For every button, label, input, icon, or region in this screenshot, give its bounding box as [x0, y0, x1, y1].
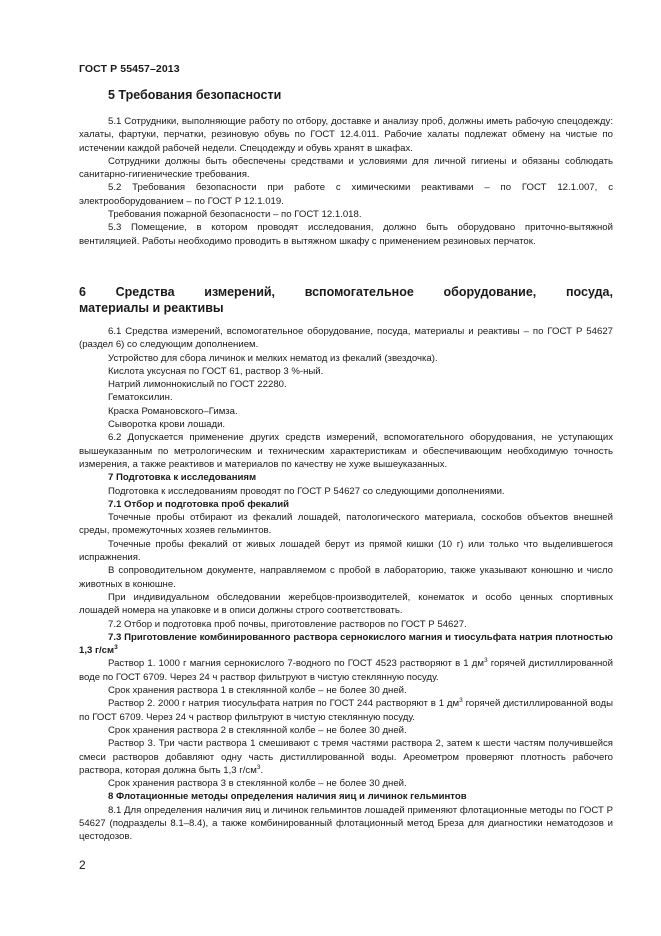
list-item: Кислота уксусная по ГОСТ 61, раствор 3 %-ный.	[108, 365, 324, 377]
paragraph-solution-1-storage: Срок хранения раствора 1 в стеклянной колбе – не более 30 дней.	[108, 685, 407, 697]
section-5-body	[79, 115, 613, 248]
paragraph-solution-3	[79, 737, 613, 777]
paragraph-5-2: 5.2 Требования безопасности при работе с химическими реактивами – по ГОСТ 12.1.007, с электрооборудованием – по ГОСТ Р 12.1.019.	[79, 182, 613, 207]
text-run: Раствор 1. 1000 г магния сернокислого 7-водного по ГОСТ 4523 растворяют в 1 дм	[108, 658, 484, 670]
paragraph-hygiene: Сотрудники должны быть обеспечены средствами и условиями для личной гигиены и обязаны соблюдать санитарно-гигиенические требования.	[79, 155, 613, 181]
text-run: Раствор 3. Три части раствора 1 смешивают с тремя частями раствора 2, затем к шести частям получившейся смеси растворов добавляют одну часть дистиллированной воды. Ареометром проверяют плотность рабочего раствора, которая должна быть 1,3 г/см	[79, 738, 613, 776]
paragraph-fire-safety: Требования пожарной безопасности – по ГОСТ 12.1.018.	[108, 209, 362, 221]
heading-text: 7.3 Приготовление комбинированного раствора сернокислого магния и тиосульфата натрия плотностью 1,3 г/см	[79, 631, 613, 657]
paragraph-8-1: 8.1 Для определения наличия яиц и личинок гельминтов лошадей применяют флотационные методы по ГОСТ Р 54627 (подразделы 8.1–8.4), а также комбинированный флотационный метод Бреза для диагностики нематодозов и цестодозов.	[79, 804, 613, 843]
paragraph-7-intro: Подготовка к исследованиям проводят по ГОСТ Р 54627 со следующими дополнениями.	[108, 485, 505, 497]
heading-word: посуда,	[565, 285, 613, 299]
heading-word: оборудование,	[443, 285, 537, 299]
section-5-heading: 5 Требования безопасности	[108, 88, 282, 102]
paragraph-6-2: 6.2 Допускается применение других средств измерений, вспомогательного оборудования, не уступающих вышеуказанным по метрологическим и техническим характеристикам и обеспечивающим необходимую точность измерения, а также реактивов и материалов по качеству не хуже вышеуказанных.	[79, 432, 613, 470]
page-number: 2	[79, 858, 86, 872]
paragraph-6-1: 6.1 Средства измерений, вспомогательное оборудование, посуда, материалы и реактивы – по ГОСТ Р 54627 (раздел 6) со следующим дополнением.	[79, 326, 613, 351]
superscript: 3	[114, 644, 118, 652]
section-6-body	[79, 325, 613, 844]
paragraph-5-3: 5.3 Помещение, в котором проводят исследования, должно быть оборудовано приточно-вытяжной вентиляцией. Работы необходимо проводить в вытяжном шкафу с применением резиновых перчаток.	[79, 222, 613, 247]
paragraph-7-1-d: При индивидуальном обследовании жеребцов-производителей, конематок и особо ценных спортивных лошадей номера на упаковке и в описи должны строго соответствовать.	[79, 591, 613, 617]
paragraph-7-1-b: Точечные пробы фекалий от живых лошадей берут из прямой кишки (10 г) или только что выделившегося испражнения.	[79, 538, 613, 564]
text-run: Раствор 2. 2000 г натрия тиосульфата натрия по ГОСТ 244 растворяют в 1 дм	[108, 698, 460, 710]
heading-word: вспомогательное	[304, 285, 414, 299]
paragraph-7-1-a: Точечные пробы отбирают из фекалий лошадей, патологического материала, соскобов объектов внешней среды, промежуточных хозяев гельминтов.	[79, 512, 613, 537]
heading-word: 6	[79, 285, 86, 299]
list-item: Устройство для сбора личинок и мелких нематод из фекалий (звездочка).	[108, 352, 438, 364]
superscript: 3	[256, 763, 261, 771]
paragraph-solution-1	[79, 657, 613, 684]
list-item: Натрий лимоннокислый по ГОСТ 22280.	[108, 379, 287, 391]
section-6-heading	[79, 284, 613, 316]
paragraph-5-1: 5.1 Сотрудники, выполняющие работу по отбору, доставке и анализу проб, должны иметь рабочую спецодежду: халаты, фартуки, перчатки, резиновую обувь по ГОСТ 12.4.011. Рабочие халаты подлежат обмену на чистые по истечении каждой рабочей недели. Спецодежду и обувь хранят в шкафах.	[79, 116, 613, 154]
text-run: .	[260, 764, 264, 776]
paragraph-solution-2	[79, 697, 613, 724]
list-item: Гематоксилин.	[108, 392, 173, 404]
subsection-7-1-heading: 7.1 Отбор и подготовка проб фекалий	[108, 498, 290, 510]
superscript: 3	[483, 657, 488, 665]
paragraph-7-2: 7.2 Отбор и подготовка проб почвы, приготовление растворов по ГОСТ Р 54627.	[108, 618, 467, 630]
list-item: Сыворотка крови лошади.	[108, 419, 226, 431]
text-run: горячей дистиллированной воде по ГОСТ 6709. Через 24 ч раствор фильтруют в чистую стеклянную посуду.	[79, 658, 613, 683]
heading-word: измерений,	[204, 285, 276, 299]
superscript: 3	[459, 697, 463, 705]
section-7-heading: 7 Подготовка к исследованиям	[108, 472, 257, 484]
subsection-7-3-heading	[79, 631, 613, 658]
paragraph-solution-2-storage: Срок хранения раствора 2 в стеклянной колбе – не более 30 дней.	[108, 724, 407, 736]
text-run: горячей дистиллированной воды по ГОСТ 6709. Через 24 ч раствор фильтруют в чистую стеклянную посуду.	[79, 698, 613, 723]
section-8-heading: 8 Флотационные методы определения наличия яиц и личинок гельминтов	[108, 791, 467, 803]
heading-word: Средства	[115, 285, 175, 299]
paragraph-7-1-c: В сопроводительном документе, направляемом с пробой в лабораторию, также указывают конюшню и число животных в конюшне.	[79, 565, 613, 590]
document-header: ГОСТ Р 55457–2013	[79, 63, 180, 75]
list-item: Краска Романовского–Гимза.	[108, 405, 238, 417]
paragraph-solution-3-storage: Срок хранения раствора 3 в стеклянной колбе – не более 30 дней.	[108, 778, 407, 790]
heading-line-2: материалы и реактивы	[79, 301, 224, 315]
